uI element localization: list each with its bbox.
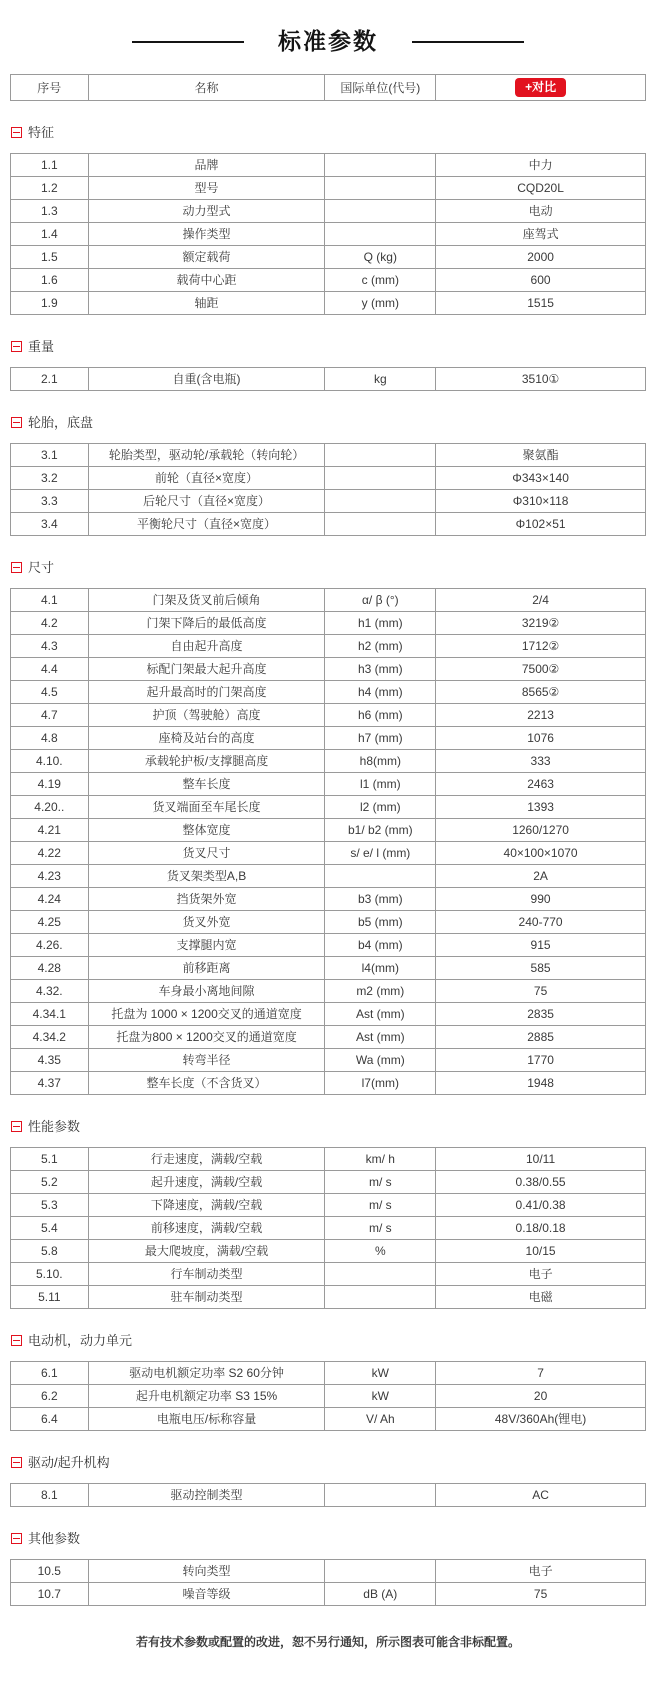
row-value-cell: 75 (436, 979, 646, 1002)
row-no-cell: 4.26. (11, 933, 89, 956)
row-unit-cell: c (mm) (325, 268, 436, 291)
row-unit-cell (325, 466, 436, 489)
row-no-cell: 10.5 (11, 1559, 89, 1582)
row-unit-cell: l4(mm) (325, 956, 436, 979)
row-name-cell: 起升最高时的门架高度 (88, 680, 325, 703)
row-unit-cell: m2 (mm) (325, 979, 436, 1002)
row-unit-cell (325, 1559, 436, 1582)
spec-table (10, 153, 646, 315)
collapse-toggle-icon[interactable] (11, 1533, 22, 1544)
row-value-cell: 2A (436, 864, 646, 887)
table-row (11, 864, 646, 887)
row-unit-cell: % (325, 1239, 436, 1262)
table-row (11, 466, 646, 489)
row-unit-cell (325, 153, 436, 176)
page-title-row (10, 28, 646, 56)
collapse-toggle-icon[interactable] (11, 417, 22, 428)
section (10, 126, 646, 315)
row-no-cell: 5.2 (11, 1170, 89, 1193)
section-title: 轮胎，底盘 (28, 414, 94, 430)
table-row (11, 1239, 646, 1262)
row-value-cell: 3219② (436, 611, 646, 634)
row-name-cell: 护顶（驾驶舱）高度 (88, 703, 325, 726)
row-value-cell: 2000 (436, 245, 646, 268)
row-name-cell: 车身最小离地间隙 (88, 979, 325, 1002)
table-row (11, 443, 646, 466)
row-no-cell: 8.1 (11, 1483, 89, 1506)
table-row (11, 367, 646, 390)
row-value-cell: 75 (436, 1582, 646, 1605)
row-name-cell: 前轮（直径×宽度） (88, 466, 325, 489)
row-value-cell: Φ102×51 (436, 512, 646, 535)
row-name-cell: 门架及货叉前后倾角 (88, 588, 325, 611)
table-row (11, 1582, 646, 1605)
row-value-cell: AC (436, 1483, 646, 1506)
row-name-cell: 承载轮护板/支撑腿高度 (88, 749, 325, 772)
spec-header-table (10, 74, 646, 101)
row-name-cell: 操作类型 (88, 222, 325, 245)
row-name-cell: 型号 (88, 176, 325, 199)
row-name-cell: 门架下降后的最低高度 (88, 611, 325, 634)
table-row (11, 1025, 646, 1048)
row-value-cell: 中力 (436, 153, 646, 176)
title-line-right (412, 41, 524, 43)
row-no-cell: 5.10. (11, 1262, 89, 1285)
row-value-cell: 333 (436, 749, 646, 772)
table-row (11, 956, 646, 979)
table-row (11, 1262, 646, 1285)
row-no-cell: 4.7 (11, 703, 89, 726)
compare-button[interactable]: +对比 (515, 78, 566, 97)
row-value-cell: 1770 (436, 1048, 646, 1071)
row-value-cell: 0.41/0.38 (436, 1193, 646, 1216)
row-name-cell: 挡货架外宽 (88, 887, 325, 910)
row-unit-cell: Ast (mm) (325, 1025, 436, 1048)
section-header (11, 126, 646, 140)
row-unit-cell: α/ β (°) (325, 588, 436, 611)
table-row (11, 657, 646, 680)
row-no-cell: 6.1 (11, 1361, 89, 1384)
row-value-cell: 2885 (436, 1025, 646, 1048)
row-value-cell: 聚氨酯 (436, 443, 646, 466)
header-unit-cell: 国际单位(代号) (325, 74, 436, 100)
row-unit-cell: h7 (mm) (325, 726, 436, 749)
row-name-cell: 后轮尺寸（直径×宽度） (88, 489, 325, 512)
row-value-cell: 电磁 (436, 1285, 646, 1308)
row-no-cell: 10.7 (11, 1582, 89, 1605)
row-no-cell: 3.2 (11, 466, 89, 489)
spec-table (10, 1147, 646, 1309)
row-no-cell: 1.1 (11, 153, 89, 176)
table-row (11, 489, 646, 512)
row-no-cell: 4.4 (11, 657, 89, 680)
row-unit-cell: kW (325, 1361, 436, 1384)
title-line-left (132, 41, 244, 43)
spec-table (10, 1361, 646, 1431)
row-value-cell: Φ310×118 (436, 489, 646, 512)
section (10, 340, 646, 391)
row-name-cell: 整车长度 (88, 772, 325, 795)
row-unit-cell (325, 222, 436, 245)
section (10, 1120, 646, 1309)
header-name-cell: 名称 (88, 74, 325, 100)
section (10, 561, 646, 1095)
row-value-cell: 990 (436, 887, 646, 910)
table-row (11, 1170, 646, 1193)
row-no-cell: 1.2 (11, 176, 89, 199)
row-no-cell: 4.3 (11, 634, 89, 657)
row-name-cell: 驱动控制类型 (88, 1483, 325, 1506)
table-row (11, 772, 646, 795)
row-no-cell: 3.1 (11, 443, 89, 466)
row-unit-cell (325, 1483, 436, 1506)
row-name-cell: 动力型式 (88, 199, 325, 222)
row-unit-cell (325, 489, 436, 512)
row-value-cell: CQD20L (436, 176, 646, 199)
row-unit-cell: h1 (mm) (325, 611, 436, 634)
row-unit-cell (325, 864, 436, 887)
sections-container (10, 126, 646, 1606)
row-no-cell: 4.25 (11, 910, 89, 933)
spec-table (10, 588, 646, 1095)
row-name-cell: 起升速度，满载/空载 (88, 1170, 325, 1193)
table-row (11, 245, 646, 268)
table-row (11, 1048, 646, 1071)
row-unit-cell: Q (kg) (325, 245, 436, 268)
row-unit-cell (325, 512, 436, 535)
collapse-toggle-icon[interactable] (11, 562, 22, 573)
row-unit-cell (325, 176, 436, 199)
table-row (11, 795, 646, 818)
row-name-cell: 标配门架最大起升高度 (88, 657, 325, 680)
row-unit-cell: y (mm) (325, 291, 436, 314)
table-row (11, 199, 646, 222)
section-header (11, 1532, 646, 1546)
row-unit-cell: m/ s (325, 1170, 436, 1193)
table-row (11, 680, 646, 703)
row-name-cell: 轴距 (88, 291, 325, 314)
row-value-cell: 3510① (436, 367, 646, 390)
row-no-cell: 2.1 (11, 367, 89, 390)
header-no-cell: 序号 (11, 74, 89, 100)
row-value-cell: 240-770 (436, 910, 646, 933)
row-value-cell: 7 (436, 1361, 646, 1384)
row-no-cell: 4.8 (11, 726, 89, 749)
table-row (11, 634, 646, 657)
row-unit-cell: h8(mm) (325, 749, 436, 772)
row-name-cell: 货叉尺寸 (88, 841, 325, 864)
row-unit-cell: l2 (mm) (325, 795, 436, 818)
row-name-cell: 噪音等级 (88, 1582, 325, 1605)
row-value-cell: 10/11 (436, 1147, 646, 1170)
row-value-cell: 电子 (436, 1262, 646, 1285)
row-no-cell: 4.35 (11, 1048, 89, 1071)
table-row (11, 703, 646, 726)
row-value-cell: 2463 (436, 772, 646, 795)
row-no-cell: 3.3 (11, 489, 89, 512)
row-unit-cell (325, 443, 436, 466)
row-unit-cell (325, 1262, 436, 1285)
spec-table (10, 1559, 646, 1606)
row-value-cell: 40×100×1070 (436, 841, 646, 864)
row-no-cell: 1.9 (11, 291, 89, 314)
row-unit-cell: kW (325, 1384, 436, 1407)
row-name-cell: 驱动电机额定功率 S2 60分钟 (88, 1361, 325, 1384)
collapse-toggle-icon[interactable] (11, 1121, 22, 1132)
section-header (11, 340, 646, 354)
row-value-cell: 7500② (436, 657, 646, 680)
row-value-cell: 1515 (436, 291, 646, 314)
row-value-cell: 8565② (436, 680, 646, 703)
row-name-cell: 最大爬坡度，满载/空载 (88, 1239, 325, 1262)
row-no-cell: 3.4 (11, 512, 89, 535)
row-value-cell: 48V/360Ah(锂电) (436, 1407, 646, 1430)
row-unit-cell: h3 (mm) (325, 657, 436, 680)
section-title: 重量 (28, 338, 55, 354)
row-unit-cell: kg (325, 367, 436, 390)
row-value-cell: Φ343×140 (436, 466, 646, 489)
row-value-cell: 10/15 (436, 1239, 646, 1262)
table-row (11, 1483, 646, 1506)
table-row (11, 611, 646, 634)
table-row (11, 933, 646, 956)
row-no-cell: 4.34.2 (11, 1025, 89, 1048)
row-value-cell: 0.18/0.18 (436, 1216, 646, 1239)
row-unit-cell (325, 1285, 436, 1308)
row-no-cell: 4.19 (11, 772, 89, 795)
row-name-cell: 前移速度，满载/空载 (88, 1216, 325, 1239)
row-unit-cell: h2 (mm) (325, 634, 436, 657)
row-no-cell: 5.1 (11, 1147, 89, 1170)
row-value-cell: 1712② (436, 634, 646, 657)
row-no-cell: 4.5 (11, 680, 89, 703)
row-value-cell: 915 (436, 933, 646, 956)
row-no-cell: 4.22 (11, 841, 89, 864)
row-unit-cell: b1/ b2 (mm) (325, 818, 436, 841)
row-no-cell: 4.28 (11, 956, 89, 979)
collapse-toggle-icon[interactable] (11, 1335, 22, 1346)
collapse-toggle-icon[interactable] (11, 341, 22, 352)
row-no-cell: 4.2 (11, 611, 89, 634)
table-row (11, 887, 646, 910)
row-unit-cell (325, 199, 436, 222)
section (10, 1532, 646, 1606)
row-unit-cell: b3 (mm) (325, 887, 436, 910)
row-no-cell: 4.32. (11, 979, 89, 1002)
row-name-cell: 支撑腿内宽 (88, 933, 325, 956)
table-row (11, 818, 646, 841)
row-name-cell: 下降速度，满载/空载 (88, 1193, 325, 1216)
collapse-toggle-icon[interactable] (11, 127, 22, 138)
spec-table (10, 443, 646, 536)
row-name-cell: 托盘为 1000 × 1200交叉的通道宽度 (88, 1002, 325, 1025)
spec-table (10, 367, 646, 391)
row-no-cell: 1.4 (11, 222, 89, 245)
row-name-cell: 托盘为800 × 1200交叉的通道宽度 (88, 1025, 325, 1048)
footer-note: 若有技术参数或配置的改进，恕不另行通知，所示图表可能含非标配置。 (135, 1634, 520, 1649)
row-no-cell: 5.3 (11, 1193, 89, 1216)
row-unit-cell: V/ Ah (325, 1407, 436, 1430)
row-name-cell: 电瓶电压/标称容量 (88, 1407, 325, 1430)
section (10, 1334, 646, 1431)
row-value-cell: 1948 (436, 1071, 646, 1094)
row-value-cell: 20 (436, 1384, 646, 1407)
row-name-cell: 行走速度，满载/空载 (88, 1147, 325, 1170)
row-value-cell: 0.38/0.55 (436, 1170, 646, 1193)
row-no-cell: 4.1 (11, 588, 89, 611)
row-unit-cell: s/ e/ l (mm) (325, 841, 436, 864)
section-title: 性能参数 (28, 1118, 81, 1134)
table-row (11, 1384, 646, 1407)
table-header-row (11, 74, 646, 100)
row-unit-cell: h4 (mm) (325, 680, 436, 703)
row-value-cell: 2213 (436, 703, 646, 726)
collapse-toggle-icon[interactable] (11, 1457, 22, 1468)
row-name-cell: 自重(含电瓶) (88, 367, 325, 390)
row-name-cell: 品牌 (88, 153, 325, 176)
section-title: 电动机，动力单元 (28, 1332, 133, 1348)
row-name-cell: 整车长度（不含货叉） (88, 1071, 325, 1094)
row-unit-cell: Wa (mm) (325, 1048, 436, 1071)
table-row (11, 1147, 646, 1170)
row-no-cell: 4.20.. (11, 795, 89, 818)
table-row (11, 512, 646, 535)
row-value-cell: 2/4 (436, 588, 646, 611)
row-value-cell: 2835 (436, 1002, 646, 1025)
table-row (11, 726, 646, 749)
spec-table (10, 1483, 646, 1507)
row-unit-cell: l1 (mm) (325, 772, 436, 795)
row-value-cell: 座驾式 (436, 222, 646, 245)
row-no-cell: 5.8 (11, 1239, 89, 1262)
table-row (11, 268, 646, 291)
row-unit-cell: l7(mm) (325, 1071, 436, 1094)
section-header (11, 1120, 646, 1134)
row-unit-cell: h6 (mm) (325, 703, 436, 726)
row-value-cell: 1393 (436, 795, 646, 818)
row-name-cell: 前移距离 (88, 956, 325, 979)
section-title: 其他参数 (28, 1530, 81, 1546)
row-name-cell: 平衡轮尺寸（直径×宽度） (88, 512, 325, 535)
table-row (11, 1361, 646, 1384)
row-no-cell: 4.34.1 (11, 1002, 89, 1025)
row-name-cell: 起升电机额定功率 S3 15% (88, 1384, 325, 1407)
row-name-cell: 载荷中心距 (88, 268, 325, 291)
row-no-cell: 4.10. (11, 749, 89, 772)
section (10, 1456, 646, 1507)
row-name-cell: 转弯半径 (88, 1048, 325, 1071)
table-row (11, 1071, 646, 1094)
table-row (11, 841, 646, 864)
table-row (11, 1216, 646, 1239)
table-row (11, 1407, 646, 1430)
section-header (11, 1334, 646, 1348)
table-row (11, 749, 646, 772)
section-title: 尺寸 (28, 559, 55, 575)
section (10, 416, 646, 536)
row-no-cell: 5.4 (11, 1216, 89, 1239)
table-row (11, 153, 646, 176)
section-header (11, 416, 646, 430)
row-no-cell: 4.21 (11, 818, 89, 841)
row-no-cell: 1.3 (11, 199, 89, 222)
row-no-cell: 4.37 (11, 1071, 89, 1094)
row-name-cell: 行车制动类型 (88, 1262, 325, 1285)
row-unit-cell: m/ s (325, 1193, 436, 1216)
row-unit-cell: Ast (mm) (325, 1002, 436, 1025)
row-unit-cell: b4 (mm) (325, 933, 436, 956)
row-no-cell: 1.6 (11, 268, 89, 291)
page-title: 标准参数 (278, 28, 378, 54)
row-name-cell: 货叉架类型A,B (88, 864, 325, 887)
row-name-cell: 额定载荷 (88, 245, 325, 268)
section-header (11, 561, 646, 575)
row-name-cell: 整体宽度 (88, 818, 325, 841)
section-title: 驱动/起升机构 (28, 1454, 110, 1470)
row-unit-cell: dB (A) (325, 1582, 436, 1605)
row-unit-cell: b5 (mm) (325, 910, 436, 933)
row-name-cell: 轮胎类型，驱动轮/承载轮（转向轮） (88, 443, 325, 466)
row-name-cell: 货叉外宽 (88, 910, 325, 933)
row-unit-cell: m/ s (325, 1216, 436, 1239)
header-compare-cell (436, 74, 646, 100)
section-title: 特征 (28, 124, 55, 140)
table-row (11, 222, 646, 245)
table-row (11, 176, 646, 199)
row-value-cell: 电子 (436, 1559, 646, 1582)
row-no-cell: 5.11 (11, 1285, 89, 1308)
section-header (11, 1456, 646, 1470)
row-value-cell: 600 (436, 268, 646, 291)
table-row (11, 979, 646, 1002)
row-no-cell: 4.24 (11, 887, 89, 910)
table-row (11, 1559, 646, 1582)
table-row (11, 1285, 646, 1308)
table-row (11, 588, 646, 611)
row-no-cell: 6.2 (11, 1384, 89, 1407)
row-name-cell: 自由起升高度 (88, 634, 325, 657)
row-name-cell: 货叉端面至车尾长度 (88, 795, 325, 818)
row-no-cell: 4.23 (11, 864, 89, 887)
row-unit-cell: km/ h (325, 1147, 436, 1170)
row-name-cell: 座椅及站台的高度 (88, 726, 325, 749)
row-value-cell: 1076 (436, 726, 646, 749)
table-row (11, 1193, 646, 1216)
row-name-cell: 驻车制动类型 (88, 1285, 325, 1308)
table-row (11, 291, 646, 314)
table-row (11, 1002, 646, 1025)
table-row (11, 910, 646, 933)
row-value-cell: 585 (436, 956, 646, 979)
row-name-cell: 转向类型 (88, 1559, 325, 1582)
row-value-cell: 1260/1270 (436, 818, 646, 841)
row-no-cell: 1.5 (11, 245, 89, 268)
row-value-cell: 电动 (436, 199, 646, 222)
row-no-cell: 6.4 (11, 1407, 89, 1430)
